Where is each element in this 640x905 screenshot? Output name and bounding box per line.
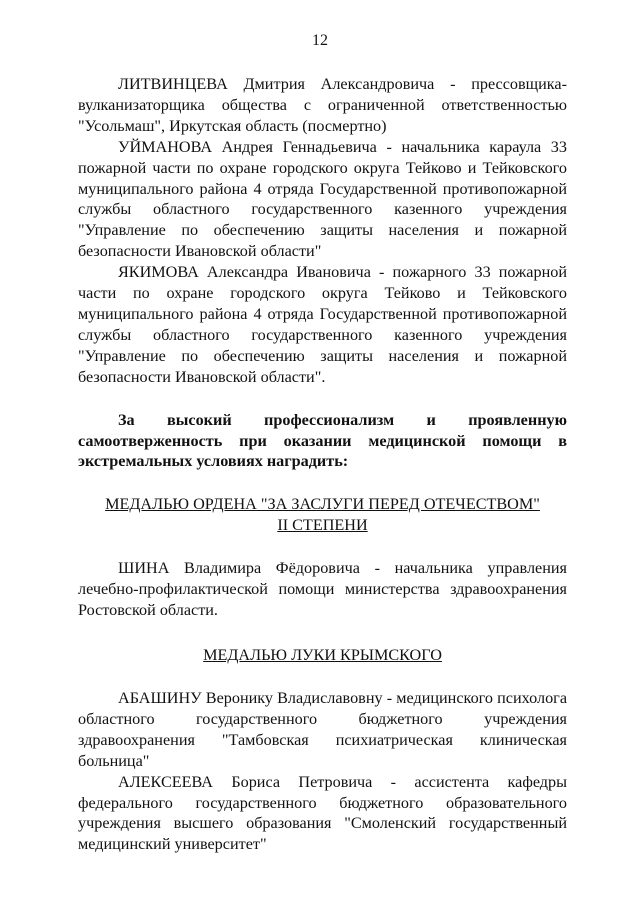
awardee-list-order-merit [78,558,567,621]
medal-heading-text: МЕДАЛЬЮ ЛУКИ КРЫМСКОГО [203,646,442,665]
page-number: 12 [312,32,328,49]
awardee-list-previous [78,74,567,388]
awardee-entry: АБАШИНУ Веронику Владиславовну - медицинского психолога областного государственного бюджетного учреждения здравоохранения "Тамбовская психиатрическая клиническая больница" [78,689,567,770]
medal-heading-line2: II СТЕПЕНИ [277,516,368,535]
award-intro: За высокий профессионализм и проявленную самоотверженность при оказании медицинской помощи в экстремальных условиях наградить: [78,410,567,471]
awardee-entry: ЯКИМОВА Александра Ивановича - пожарного 33 пожарной части по охране городского округа Тейково и Тейковского муниципального района 4 отряда Государственной противопожарной службы областного государственного казенного учреждения "Управление по обеспечению защиты населения и пожарной безопасности Ивановской области". [78,263,567,386]
awardee-entry: ЛИТВИНЦЕВА Дмитрия Александровича - прессовщика-вулканизаторщика общества с ограниченной ответственностью "Усольмаш", Иркутская область (посмертно) [78,75,567,135]
awardee-entry: ШИНА Владимира Фёдоровича - начальника управления лечебно-профилактической помощи министерства здравоохранения Ростовской области. [78,559,567,620]
awardee-list-luka-krymsky [78,688,567,855]
medal-heading-luka-krymsky [78,645,567,666]
medal-heading-line1: МЕДАЛЬЮ ОРДЕНА "ЗА ЗАСЛУГИ ПЕРЕД ОТЕЧЕСТВОМ" [105,495,540,514]
document-body [78,74,567,855]
awardee-entry: АЛЕКСЕЕВА Бориса Петровича - ассистента кафедры федерального государственного бюджетного образовательного учреждения высшего образования "Смоленский государственный медицинский университет" [78,772,567,854]
medal-heading-order-merit [78,494,567,536]
awardee-entry: УЙМАНОВА Андрея Геннадьевича - начальника караула 33 пожарной части по охране городского округа Тейково и Тейковского муниципального района 4 отряда Государственной противопожарной службы областного государственного казенного учреждения "Управление по обеспечению защиты населения и пожарной безопасности Ивановской области" [78,137,567,261]
